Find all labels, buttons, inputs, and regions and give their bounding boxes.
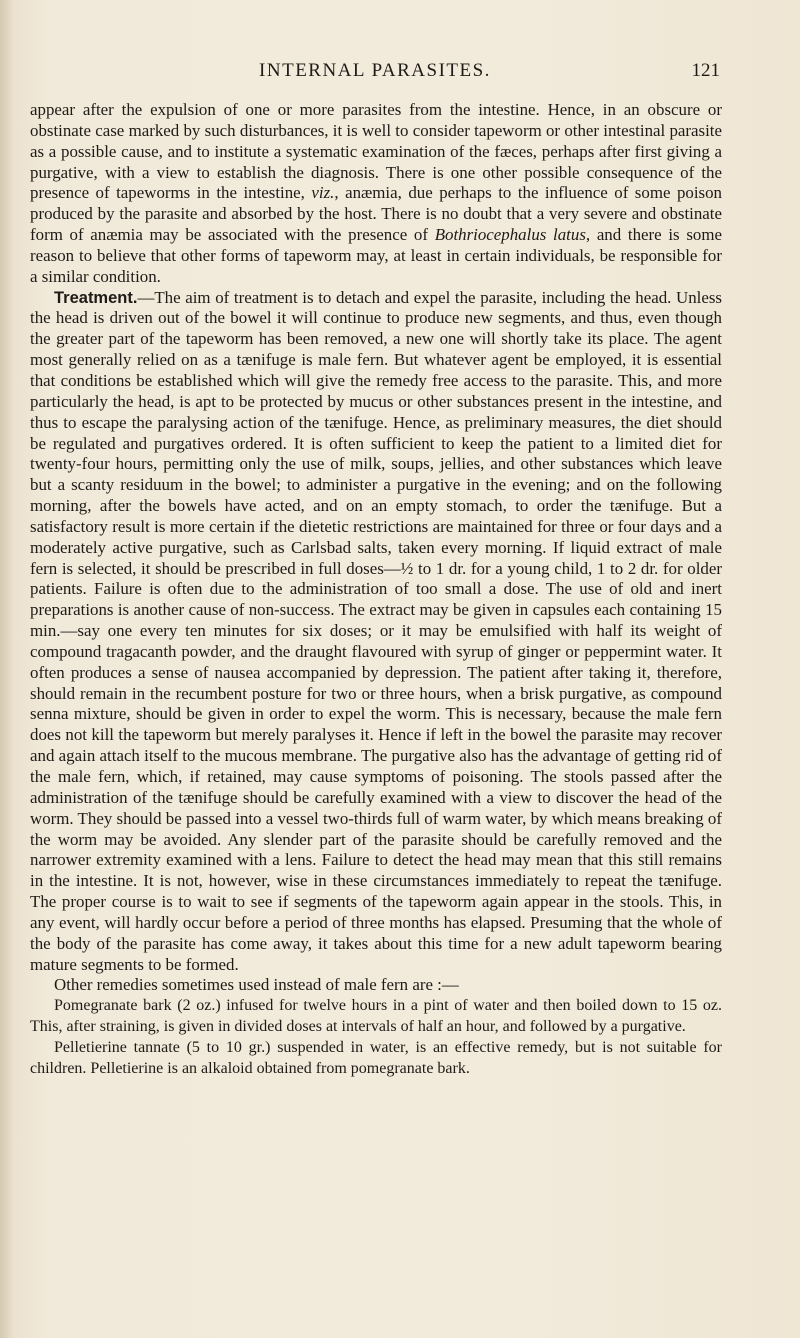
paragraph-text: appear after the expulsion of one or more parasites from the intestine. Hence, in an obscure or obstinate case marked by such disturbances, it is well to consider tapeworm or other intestinal parasite as a possible cause, and to institute a systematic examination of the fæces, perhaps after first giving a purgative, with a view to establish the diagnosis. There is one other possible consequence of the presence of tapeworms in the intestine, — [30, 100, 722, 203]
paragraph-text: , and there is some reason to believe that other forms of tapeworm may, at least in certain individuals, be responsible for a similar condition. — [30, 225, 722, 286]
paragraph-text: —The aim of treatment is to detach and expel the parasite, including the head. Unless the head is driven out of the bowel it will continue to produce new segments, and thus, even though the greater part of the tapeworm has been removed, a new one will shortly take its place. The agent most generally relied on as a tænifuge is male fern. But whatever agent be employed, it is essential that conditions be established which will give the remedy free access to the parasite. This, and more particularly the head, is apt to be protected by mucus or other substances present in the intestine, and thus to escape the paralysing action of the tænifuge. Hence, as preliminary measures, the diet should be regulated and purgatives ordered. It is often sufficient to keep the patient to a limited diet for twenty-four hours, permitting only the use of milk, soups, jellies, and other substances which leave but a scanty residuum in the bowel; to administer a purgative in the evening; and on the following morning, after the bowels have acted, and on an empty stomach, to order the tænifuge. But a satisfactory result is more certain if the dietetic restrictions are maintained for three or four days and a moderately active purgative, such as Carlsbad salts, taken every morning. If liquid extract of male fern is selected, it should be prescribed in full doses—½ to 1 dr. for a young child, 1 to 2 dr. for older patients. Failure is often due to the administration of too small a dose. The use of old and inert preparations is another cause of non-success. The extract may be given in capsules each containing 15 min.—say one every ten minutes for six doses; or it may be emulsified with half its weight of compound tragacanth powder, and the draught flavoured with syrup of ginger or peppermint water. It often produces a sense of nausea accompanied by depression. The patient after taking it, therefore, should remain in the recumbent posture for two or three hours, when a brisk purgative, as compound senna mixture, should be given in order to expel the worm. This is necessary, because the male fern does not kill the tapeworm but merely paralyses it. Hence if left in the bowel the parasite may recover and again attach itself to the mucous membrane. The purgative also has the advantage of getting rid of the male fern, which, if retained, may cause symptoms of poisoning. The stools passed after the administration of the tænifuge should be carefully examined with a view to discover the head of the worm. They should be passed into a vessel two-thirds full of warm water, by which means breaking of the worm may be avoided. Any slender part of the parasite should be carefully removed and the narrower extremity examined with a lens. Failure to detect the head may mean that this still remains in the intestine. It is not, however, wise in these circumstances immediately to repeat the tænifuge. The proper course is to wait to see if segments of the tapeworm again appear in the stools. This, in any event, will hardly occur before a period of three months has elapsed. Presuming that the whole of the body of the parasite has come away, it takes about this time for a new adult tapeworm bearing mature segments to be formed. — [30, 287, 722, 974]
paragraph-text: , anæmia, due perhaps to the influence of some poison produced by the parasite and absorbed by the host. There is no doubt that a very severe and obstinate form of anæmia may be associated with the presence of — [30, 183, 722, 245]
italic-viz: viz. — [311, 183, 335, 203]
species-name: Bothriocephalus latus — [434, 225, 586, 245]
running-title: INTERNAL PARASITES. — [259, 60, 491, 81]
paragraph-treatment — [30, 288, 722, 976]
body-text — [30, 100, 722, 1080]
paragraph-anaemia — [30, 100, 722, 288]
page-gutter-shadow — [0, 0, 14, 1338]
page-number: 121 — [691, 60, 720, 81]
treatment-heading: Treatment. — [54, 288, 138, 307]
paragraph-pomegranate: Pomegranate bark (2 oz.) infused for twelve hours in a pint of water and then boiled down to 15 oz. This, after straining, is given in divided doses at intervals of half an hour, and followed by a purgative. — [30, 997, 722, 1036]
paragraph-other-remedies: Other remedies sometimes used instead of male fern are :— — [54, 975, 459, 995]
paragraph-pelletierine: Pelletierine tannate (5 to 10 gr.) suspended in water, is an effective remedy, but is not suitable for children. Pelletierine is an alkaloid obtained from pomegranate bark. — [30, 1039, 722, 1077]
page-header — [30, 60, 720, 86]
